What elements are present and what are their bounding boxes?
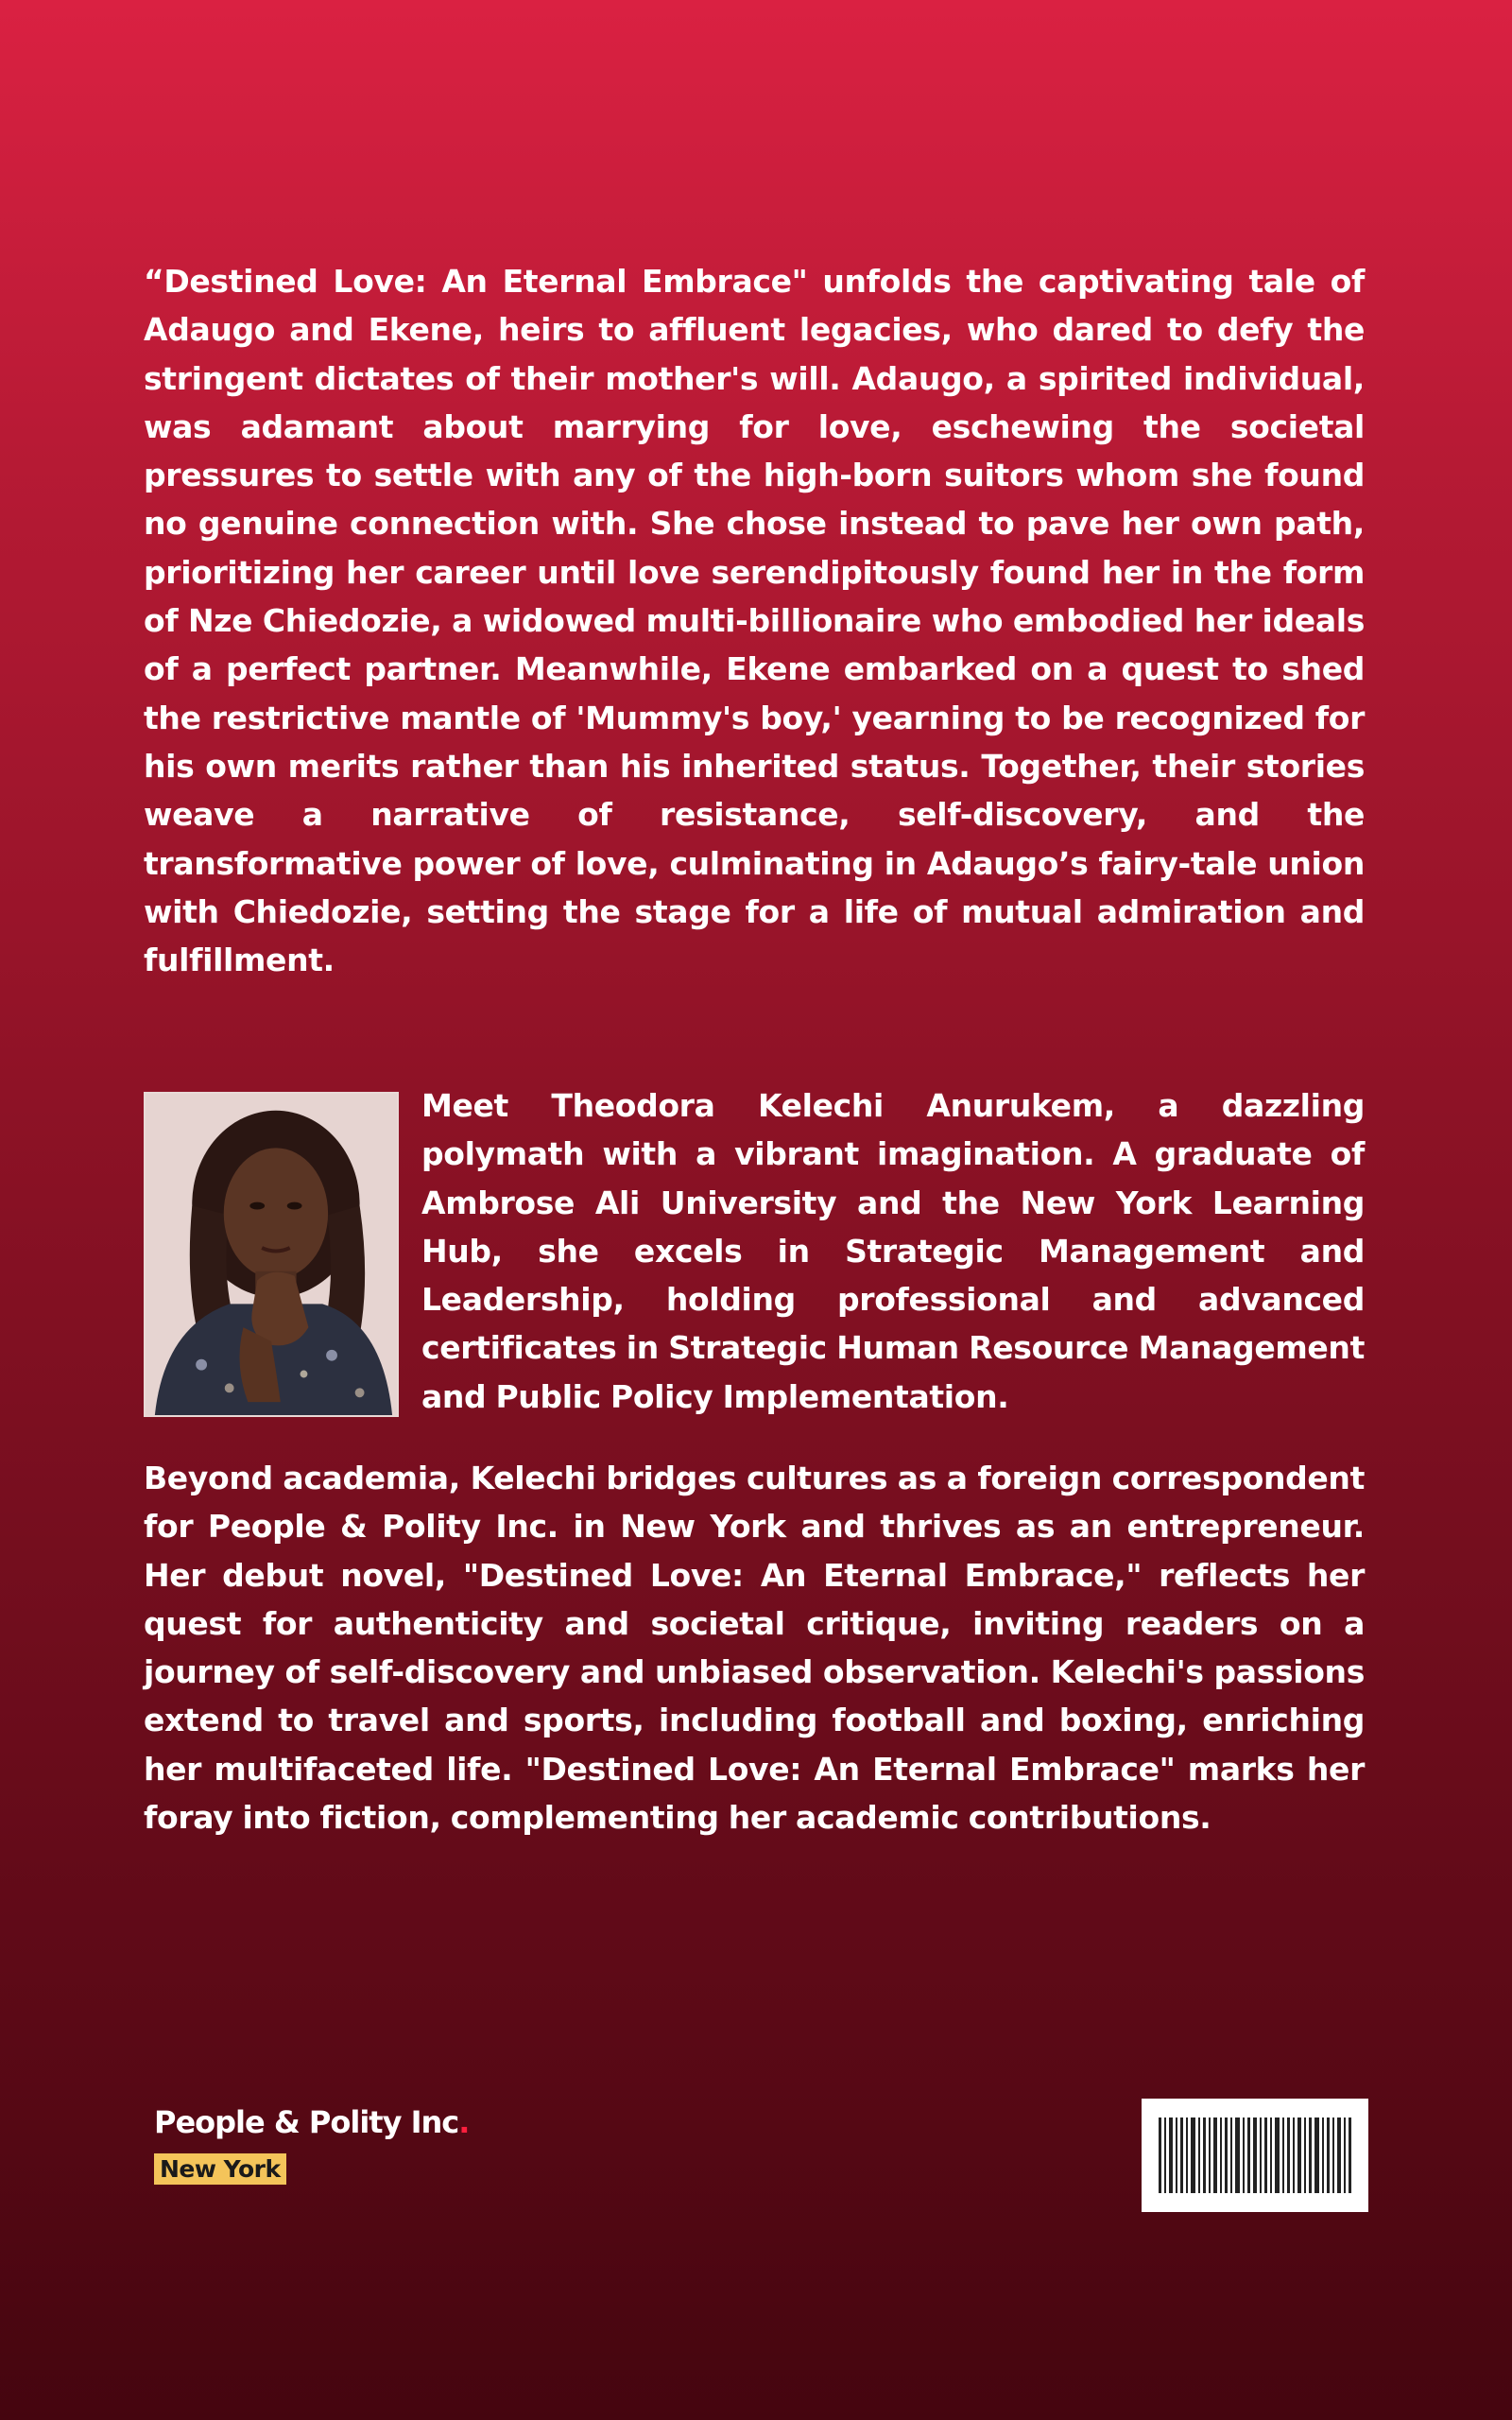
author-photo — [144, 1092, 399, 1417]
author-bio-intro: Meet Theodora Kelechi Anurukem, a dazzling polymath with a vibrant imagination. A graduate of Ambrose Ali University and the New York Learning Hub, she excels in Strategic Management and Leadership, holding professional and advanced certificates in Strategic Human Resource Management and Public Policy Implementation. — [421, 1087, 1365, 1415]
publisher-accent-dot: . — [458, 2104, 470, 2140]
author-bio: Beyond academia, Kelechi bridges cultures as a foreign correspondent for People & Polity Inc. in New York and thrives as an entrepreneur. Her debut novel, "Destined Love: An Eternal Embrace," reflects her quest for authenticity and societal critique, inviting readers on a journey of self-discovery and unbiased observation. Kelechi's passions extend to travel and sports, including football and boxing, enriching her multifaceted life. "Destined Love: An Eternal Embrace" marks her foray into fiction, complementing her academic contributions. — [144, 1460, 1365, 1837]
book-synopsis: “Destined Love: An Eternal Embrace" unfolds the captivating tale of Adaugo and Ekene, heirs to affluent legacies, who dared to defy the stringent dictates of their mother's will. Adaugo, a spirited individual, was adamant about marrying for love, eschewing the societal pressures to settle with any of the high-born suitors whom she found no genuine connection with. She chose instead to pave her own path, prioritizing her career until love serendipitously found her in the form of Nze Chiedozie, a widowed multi-billionaire who embodied her ideals of a perfect partner. Meanwhile, Ekene embarked on a quest to shed the restrictive mantle of 'Mummy's boy,' yearning to be recognized for his own merits rather than his inherited status. Together, their stories weave a narrative of resistance, self-discovery, and the transformative power of love, culminating in Adaugo’s fairy-tale union with Chiedozie, setting the stage for a life of mutual admiration and fulfillment. — [144, 263, 1365, 979]
barcode — [1142, 2099, 1368, 2212]
barcode-icon — [1157, 2118, 1353, 2193]
author-portrait-image — [146, 1094, 397, 1415]
publisher-name-text: People & Polity Inc — [154, 2104, 459, 2140]
publisher-logo — [154, 2104, 469, 2185]
publisher-name — [154, 2104, 469, 2140]
publisher-city-badge: New York — [154, 2153, 286, 2185]
